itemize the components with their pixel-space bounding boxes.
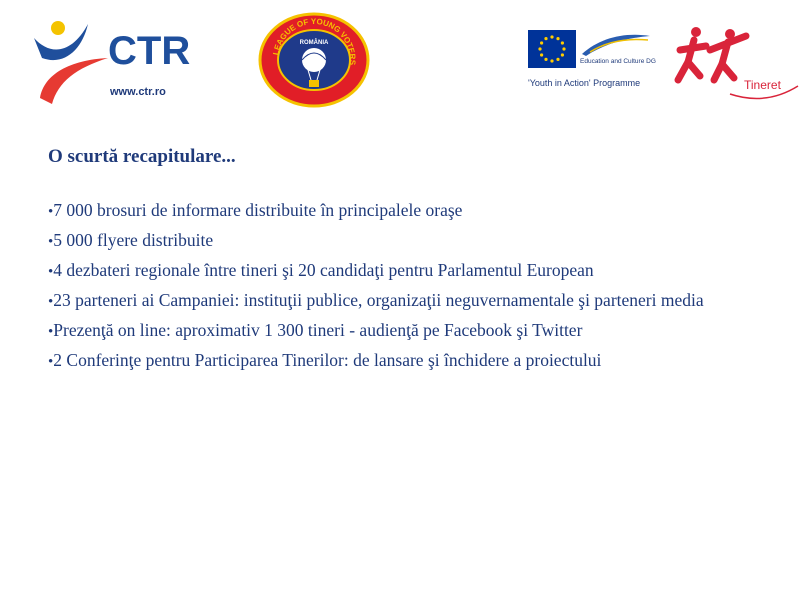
bullet-icon: • [48,324,54,340]
list-item-text: 2 Conferinţe pentru Participarea Tinerilor: de lansare şi închidere a proiectului [53,350,602,370]
list-item [48,256,768,286]
slide-title: O scurtă recapitulare... [48,146,236,167]
league-of-young-voters-logo [258,12,370,108]
ctr-logo [30,18,190,108]
bullet-icon: • [48,204,54,220]
bullet-icon: • [48,264,54,280]
list-item [48,226,768,256]
tineret-label: Tineret [744,78,781,92]
list-item-text: 4 dezbateri regionale între tineri şi 20 candidaţi pentru Parlamentul European [53,260,594,280]
logo-bar [0,0,800,120]
bullet-icon: • [48,234,54,250]
recap-list [48,196,768,376]
hot-air-balloon-icon [258,12,370,108]
eu-youth-in-action-logo [526,26,656,92]
eu-dg-label: Education and Culture DG [580,58,656,65]
list-item [48,316,768,346]
list-item [48,286,768,316]
tineret-logo [670,20,800,100]
list-item-text: 7 000 brosuri de informare distribuite în principalele oraşe [53,200,463,220]
lyv-center-text: ROMÂNIA [299,40,329,46]
lyv-ring-text: LEAGUE OF YOUNG VOTERS [271,16,358,66]
list-item-text: 23 parteneri ai Campaniei: instituţii publice, organizaţii neguvernamentale şi parteneri media [53,290,704,310]
eu-flag-icon [528,30,576,68]
ctr-url: www.ctr.ro [110,86,166,98]
list-item-text: Prezenţă on line: aproximativ 1 300 tineri - audienţă pe Facebook şi Twitter [53,320,583,340]
list-item [48,196,768,226]
slide-content [48,146,768,376]
list-item [48,346,768,376]
youth-swoosh-icon [580,28,652,58]
ctr-wordmark: CTR [108,29,190,73]
bullet-icon: • [48,294,54,310]
bullet-icon: • [48,354,54,370]
list-item-text: 5 000 flyere distribuite [53,230,214,250]
eu-programme-label: 'Youth in Action' Programme [528,78,641,88]
